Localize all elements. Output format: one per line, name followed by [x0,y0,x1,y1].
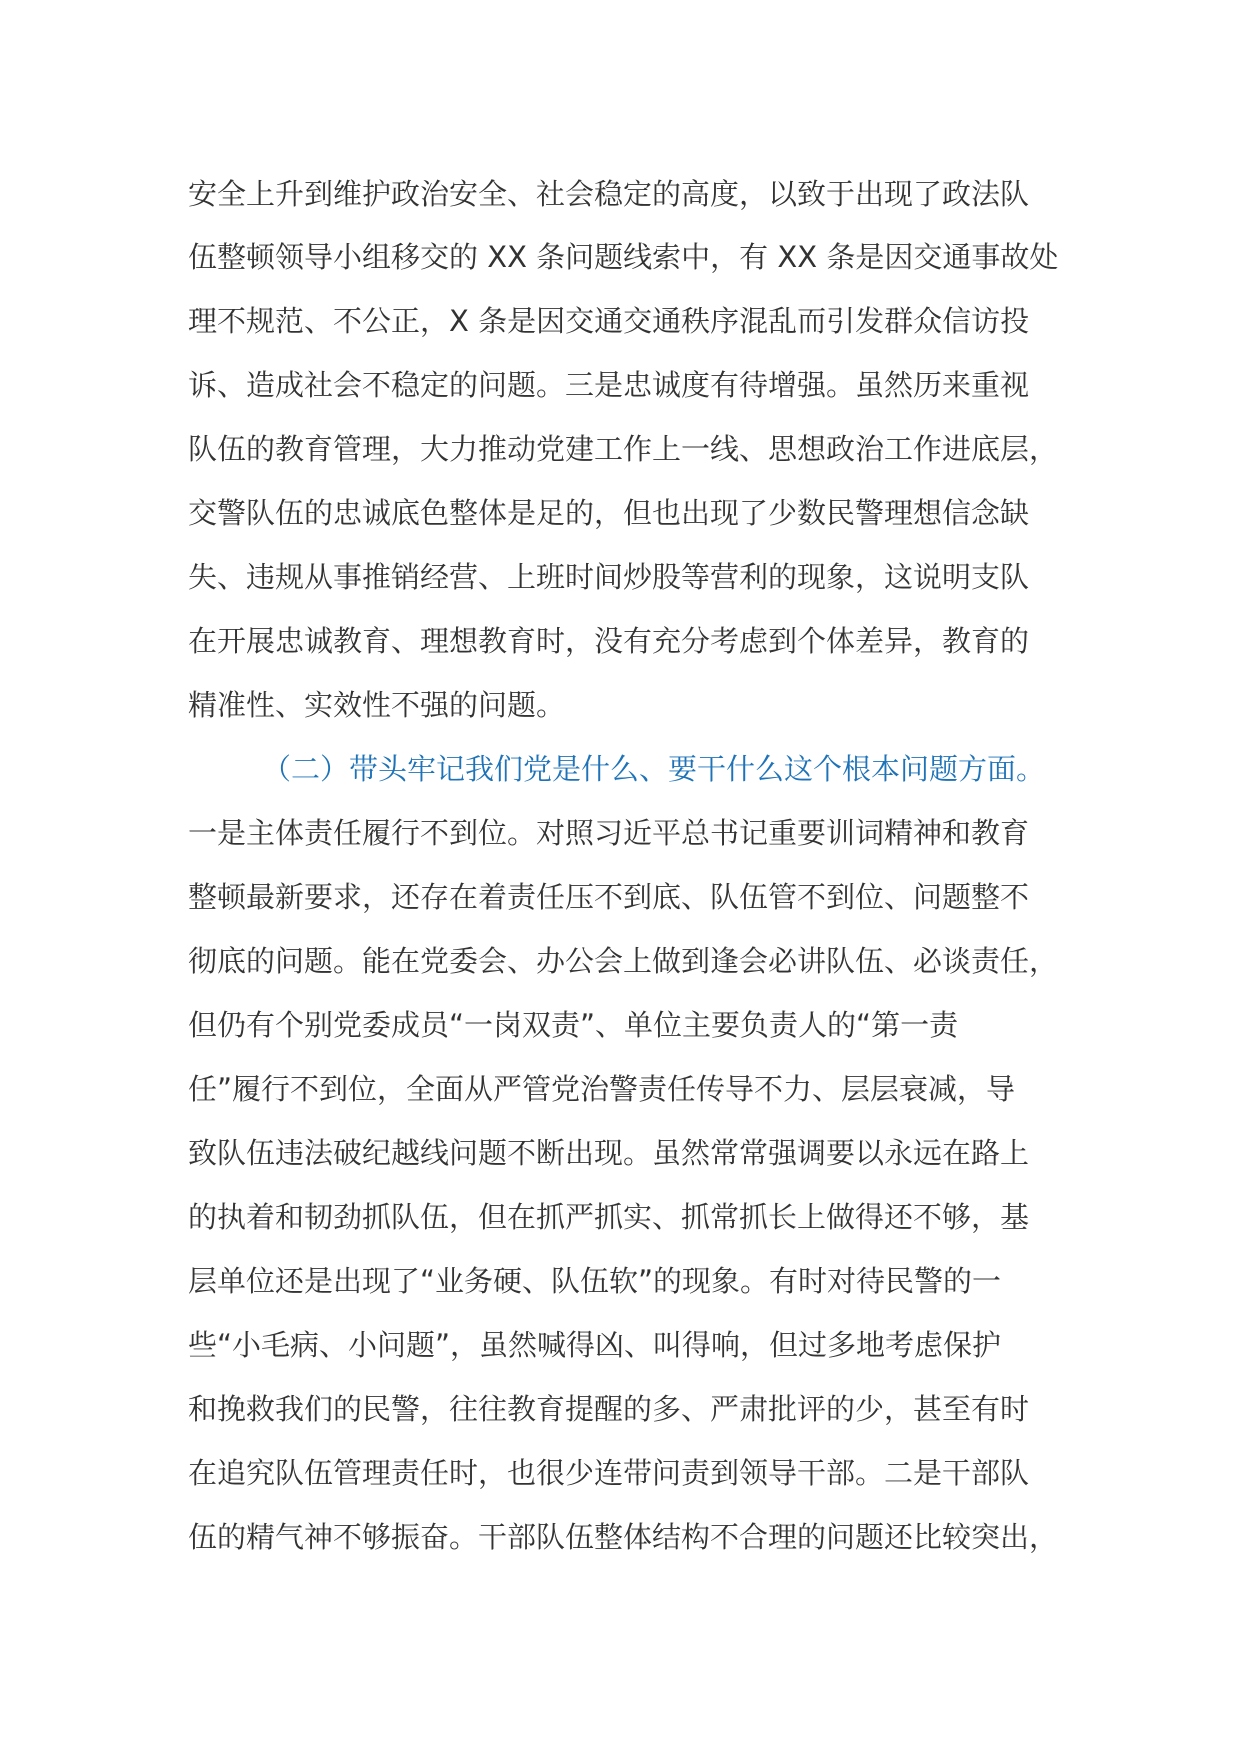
body-text-line: 些“小毛病、小问题”，虽然喊得凶、叫得响，但过多地考虑保护 [188,1328,1002,1362]
body-text-line: 彻底的问题。能在党委会、办公会上做到逢会必讲队伍、必谈责任， [188,944,1059,978]
section-heading: （二）带头牢记我们党是什么、要干什么这个根本问题方面。 [262,752,1046,786]
body-text-line: 整顿最新要求，还存在着责任压不到底、队伍管不到位、问题整不 [188,880,1030,914]
body-text-line: 诉、造成社会不稳定的问题。三是忠诚度有待增强。虽然历来重视 [188,368,1030,402]
body-text-line: 伍整顿领导小组移交的 XX 条问题线索中，有 XX 条是因交通事故处 [188,240,1059,274]
body-text-line: 但仍有个别党委成员“一岗双责”、单位主要负责人的“第一责 [188,1008,959,1042]
body-text-line: 伍的精气神不够振奋。干部队伍整体结构不合理的问题还比较突出， [188,1520,1059,1554]
body-text-line: 失、违规从事推销经营、上班时间炒股等营利的现象，这说明支队 [188,560,1030,594]
body-text-line: 在追究队伍管理责任时，也很少连带问责到领导干部。二是干部队 [188,1456,1030,1490]
body-text-line: 任”履行不到位，全面从严管党治警责任传导不力、层层衰减，导 [188,1072,1016,1106]
body-text-line: 队伍的教育管理，大力推动党建工作上一线、思想政治工作进底层， [188,432,1059,466]
body-text-line: 安全上升到维护政治安全、社会稳定的高度，以致于出现了政法队 [188,177,1030,211]
body-text-line: 交警队伍的忠诚底色整体是足的，但也出现了少数民警理想信念缺 [188,496,1030,530]
body-text-line: 在开展忠诚教育、理想教育时，没有充分考虑到个体差异，教育的 [188,624,1030,658]
body-text-line: 层单位还是出现了“业务硬、队伍软”的现象。有时对待民警的一 [188,1264,1002,1298]
body-text-line: 的执着和韧劲抓队伍，但在抓严抓实、抓常抓长上做得还不够，基 [188,1200,1030,1234]
body-text-line: 一是主体责任履行不到位。对照习近平总书记重要训词精神和教育 [188,816,1030,850]
body-text-line: 致队伍违法破纪越线问题不断出现。虽然常常强调要以永远在路上 [188,1136,1030,1170]
body-text-line: 和挽救我们的民警，往往教育提醒的多、严肃批评的少，甚至有时 [188,1392,1030,1426]
body-text-line: 精准性、实效性不强的问题。 [188,688,566,722]
body-text-line: 理不规范、不公正，X 条是因交通交通秩序混乱而引发群众信访投 [188,304,1030,338]
